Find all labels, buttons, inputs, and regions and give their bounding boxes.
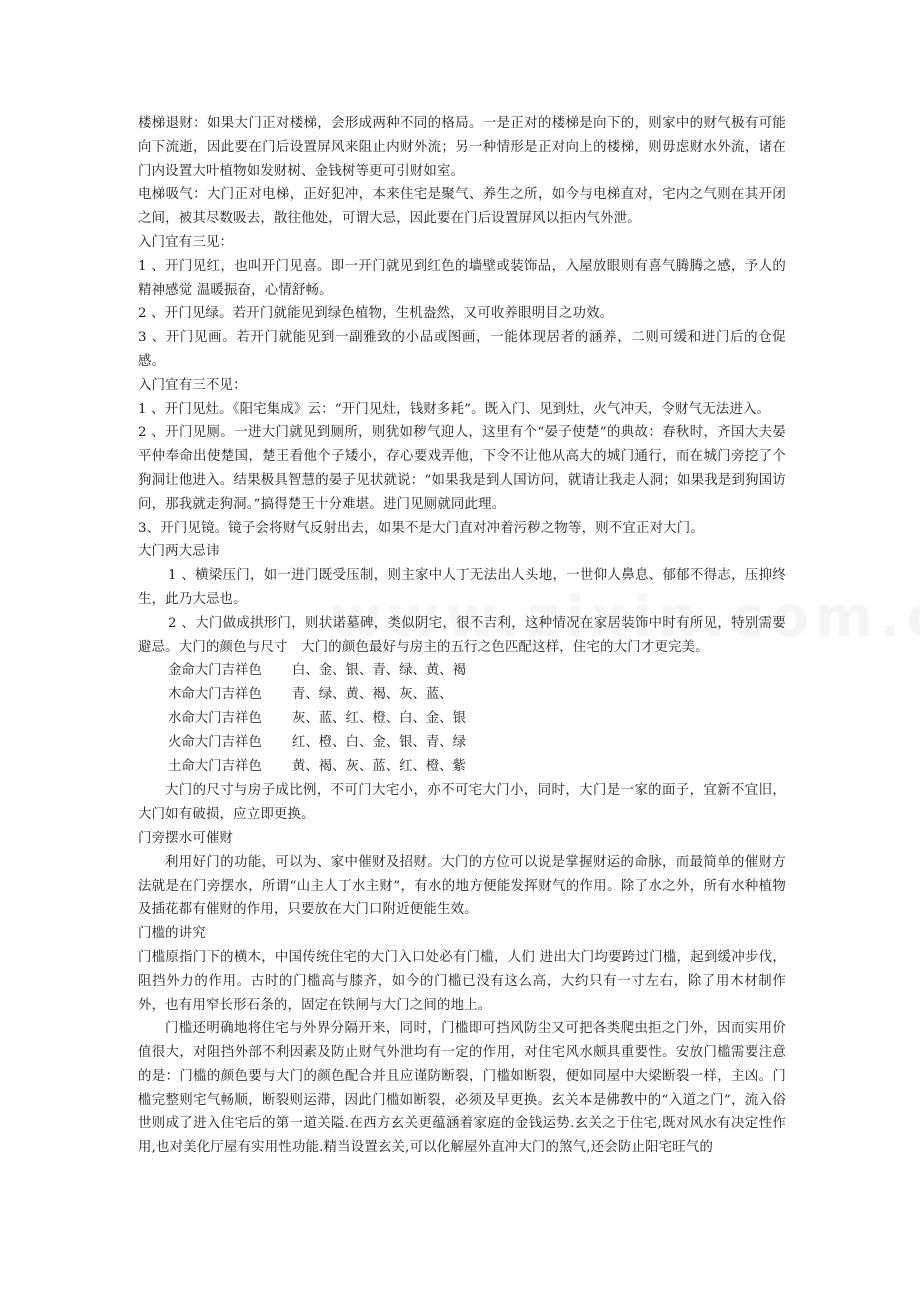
paragraph-see-stove: 1 、开门见灶。《阳宅集成》云：“开门见灶，钱财多耗”。既入门、见到灶，火气冲天，令财气无法进入。 xyxy=(138,401,771,417)
door-color-label: 火命大门吉祥色 xyxy=(168,735,262,751)
heading-two-taboos: 大门两大忌讳 xyxy=(138,544,220,560)
door-color-label: 土命大门吉祥色 xyxy=(168,759,262,775)
paragraph-see-green: 2 、开门见绿。若开门就能见到绿色植物，生机盎然，又可收养眼明目之功效。 xyxy=(138,306,614,322)
door-color-values: 红、橙、白、金、银、青、绿 xyxy=(292,735,467,751)
paragraph-see-toilet: 2 、开门见厕。一进大门就见到厕所，则犹如秽气迎人，这里有个“晏子使楚”的典故：春秋时，齐国大夫晏平仲奉命出使楚国，楚王看他个子矮小，存心要戏弄他，下令不让他从高大的城门通行，而在城门旁挖了个狗洞让他进入。结果极具智慧的晏子见状就说：“如果我是到人国访问，就请让我走人洞；如果我是到狗国访问，那我就走狗洞。”搞得楚王十分难堪。进门见厕就同此理。 xyxy=(138,425,786,512)
heading-threshold: 门槛的讲究 xyxy=(138,926,206,942)
door-color-values: 黄、褐、灰、蓝、红、橙、紫 xyxy=(292,759,467,775)
paragraph-see-red: 1 、开门见红，也叫开门见喜。即一开门就见到红色的墙壁或装饰品，入屋放眼则有喜气腾腾之感，予人的精神感觉 温暖振奋，心情舒畅。 xyxy=(138,258,786,298)
paragraph-see-painting: 3 、开门见画。若开门就能见到一副雅致的小品或图画，一能体现居者的涵养，二则可缓和进门后的仓促感。 xyxy=(138,330,786,369)
door-color-row xyxy=(138,707,786,731)
door-color-row xyxy=(138,731,786,755)
paragraph-stairs: 楼梯退财：如果大门正对楼梯，会形成两种不同的格局。一是正对的楼梯是向下的，则家中的财气极有可能向下流逝，因此要在门后设置屏风来阻止内财外流；另一种情形是正对向上的楼梯，则毋虑财水外流，诸在门内设置大叶植物如发财树、金钱树等更可引财如室。 xyxy=(138,116,786,179)
door-color-label: 木命大门吉祥色 xyxy=(168,687,262,703)
paragraph-threshold-function: 门槛还明确地将住宅与外界分隔开来，同时，门槛即可挡风防尘又可把各类爬虫拒之门外，因而实用价值很大，对阻挡外部不利因素及防止财气外泄均有一定的作用，对住宅风水颇具重要性。安放门槛需要注意的是：门槛的颜色要与大门的颜色配合并且应谨防断裂，门槛如断裂，便如同屋中大梁断裂一样，主凶。门槛完整则宅气畅顺，断裂则运滞，因此门槛如断裂，必须及早更换。玄关本是佛教中的“入道之门”，流入俗世则成了进入住宅后的第一道关隘.在西方玄关更蕴涵着家庭的金钱运势.玄关之于住宅,既对风水有决定性作用,也对美化厅屋有实用性功能.精当设置玄关,可以化解屋外直冲大门的煞气,还会防止阳宅旺气的 xyxy=(138,1021,786,1156)
door-color-label: 水命大门吉祥色 xyxy=(168,711,262,727)
paragraph-threshold-origin: 门槛原指门下的横木，中国传统住宅的大门入口处必有门槛，人们 进出大门均要跨过门槛，起到缓冲步伐，阻挡外力的作用。古时的门槛高与膝齐，如今的门槛已没有这么高，大约只有一寸左右，除了用木材制作外，也有用窄长形石条的，固定在铁闸与大门之间的地上。 xyxy=(138,949,786,1013)
door-color-values: 灰、蓝、红、橙、白、金、银 xyxy=(292,711,467,727)
heading-three-not-sees: 入门宜有三不见： xyxy=(138,377,247,393)
door-color-row xyxy=(138,683,786,707)
paragraph-water-wealth: 利用好门的功能，可以为、家中催财及招财。大门的方位可以说是掌握财运的命脉，而最简单的催财方法就是在门旁摆水，所谓“山主人丁水主财”，有水的地方便能发挥财气的作用。除了水之外，所有水种植物及插花都有催财的作用，只要放在大门口附近便能生效。 xyxy=(138,854,786,918)
door-color-row xyxy=(138,755,786,779)
paragraph-see-mirror: 3、开门见镜。镜子会将财气反射出去，如果不是大门直对冲着污秽之物等，则不宜正对大门。 xyxy=(138,520,704,536)
door-color-values: 青、绿、黄、褐、灰、蓝、 xyxy=(292,687,453,703)
paragraph-door-size: 大门的尺寸与房子成比例，不可门大宅小，亦不可宅大门小，同时，大门是一家的面子，宜新不宜旧，大门如有破损，应立即更换。 xyxy=(138,783,786,823)
heading-three-sees: 入门宜有三见： xyxy=(138,234,234,250)
door-color-row xyxy=(138,659,786,683)
document-body xyxy=(138,112,786,1160)
heading-water-wealth: 门旁摆水可催财 xyxy=(138,830,234,846)
door-color-label: 金命大门吉祥色 xyxy=(168,663,262,679)
paragraph-arch-door: 2 、大门做成拱形门，则状诺墓碑，类似阴宅，很不吉利，这种情况在家居装饰中时有所见，特别需要避忌。大门的颜色与尺寸 大门的颜色最好与房主的五行之色匹配这样，住宅的大门才更完美。 xyxy=(138,615,786,655)
door-color-values: 白、金、银、青、绿、黄、褐 xyxy=(292,663,467,679)
paragraph-beam: 1 、横梁压门，如一进门既受压制，则主家中人丁无法出人头地，一世仰人鼻息、郁郁不得志，压抑终生，此乃大忌也。 xyxy=(138,568,786,607)
door-color-table xyxy=(138,659,786,779)
paragraph-elevator: 电梯吸气：大门正对电梯，正好犯冲，本来住宅是聚气、养生之所，如今与电梯直对，宅内之气则在其开闭之间，被其尽数吸去，散往他处，可谓大忌，因此要在门后设置屏风以拒内气外泄。 xyxy=(138,187,786,227)
